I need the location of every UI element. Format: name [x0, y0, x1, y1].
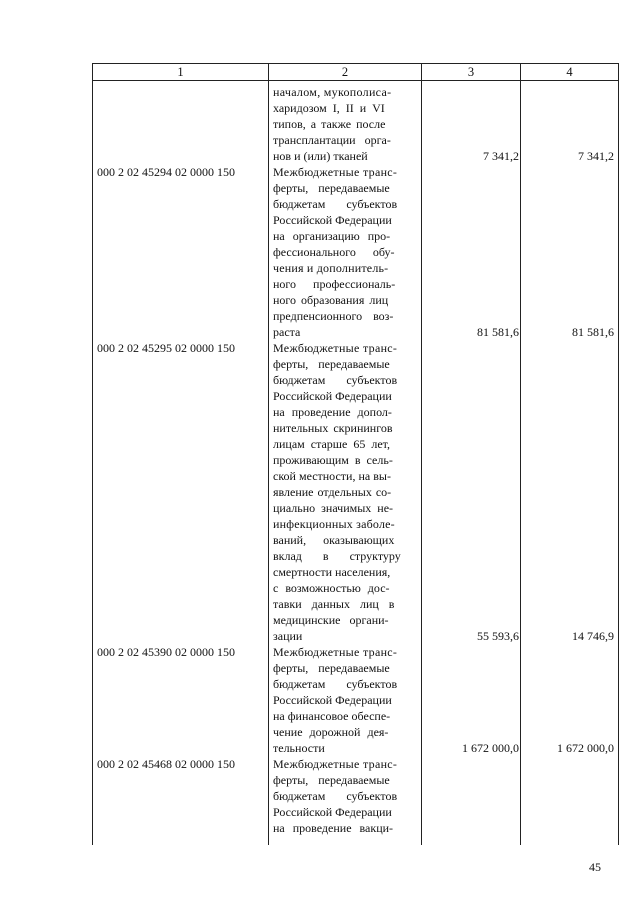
row-2-desc-line: с возможностью дос-: [273, 581, 390, 595]
row-2-desc-line: Российской Федерации: [273, 389, 392, 403]
row-2-value-col4: 14 746,9: [572, 629, 614, 643]
row-0-desc-line: нов и (или) тканей: [273, 149, 368, 163]
col-border-left: [92, 63, 93, 845]
header-bottom-border: [92, 80, 619, 81]
row-2-desc-line: лицам старше 65 лет,: [273, 437, 391, 451]
row-2-desc-line: Межбюджетные транс-: [273, 341, 398, 355]
col-border-1-2: [268, 63, 269, 845]
row-4-desc-line: на проведение вакци-: [273, 821, 394, 835]
row-1-desc-line: раста: [273, 325, 301, 339]
row-2-desc-line: смертности населения,: [273, 565, 391, 579]
row-2-value-col3: 55 593,6: [477, 629, 519, 643]
row-0-value-col4: 7 341,2: [578, 149, 614, 163]
row-1-desc-line: Межбюджетные транс-: [273, 165, 398, 179]
row-3-desc-line: Межбюджетные транс-: [273, 645, 398, 659]
row-2-desc-line: инфекционных заболе-: [273, 517, 395, 531]
column-header-4: 4: [566, 65, 573, 79]
row-1-value-col4: 81 581,6: [572, 325, 614, 339]
row-2-desc-line: ской местности, на вы-: [273, 469, 391, 483]
row-0-desc-line: харидозом I, II и VI: [273, 101, 385, 115]
column-header-1: 1: [177, 65, 184, 79]
row-0-desc-line: типов, а также после: [273, 117, 386, 131]
row-3-desc-line: на финансовое обеспе-: [273, 709, 391, 723]
row-2-desc-line: бюджетам субъектов: [273, 373, 398, 387]
row-1-desc-line: на организацию про-: [273, 229, 391, 243]
row-4-desc-line: бюджетам субъектов: [273, 789, 398, 803]
row-0-desc-line: трансплантации орга-: [273, 133, 391, 147]
row-2-desc-line: медицинские органи-: [273, 613, 389, 627]
col-border-2-3: [421, 63, 422, 845]
row-3-desc-line: ферты, передаваемые: [273, 661, 390, 675]
row-0-value-col3: 7 341,2: [483, 149, 519, 163]
row-2-desc-line: зации: [273, 629, 303, 643]
column-header-3: 3: [467, 65, 475, 79]
row-1-desc-line: бюджетам субъектов: [273, 197, 398, 211]
row-3-value-col4: 1 672 000,0: [557, 741, 614, 755]
row-4-desc-line: Межбюджетные транс-: [273, 757, 398, 771]
row-1-desc-line: чения и дополнитель-: [273, 261, 389, 275]
col-border-3-4: [520, 63, 521, 845]
row-1-desc-line: ного профессиональ-: [273, 277, 396, 291]
row-2-desc-line: циально значимых не-: [273, 501, 394, 515]
row-3-desc-line: Российской Федерации: [273, 693, 392, 707]
row-0-desc-line: началом, мукополиса-: [273, 85, 392, 99]
row-1-code: 000 2 02 45294 02 0000 150: [97, 165, 235, 179]
row-2-desc-line: вклад в структуру: [273, 549, 401, 563]
row-4-desc-line: ферты, передаваемые: [273, 773, 390, 787]
row-2-desc-line: нительных скринингов: [273, 421, 393, 435]
row-1-desc-line: предпенсионного воз-: [273, 309, 394, 323]
row-1-desc-line: Российской Федерации: [273, 213, 392, 227]
row-2-desc-line: тавки данных лиц в: [273, 597, 395, 611]
row-4-desc-line: Российской Федерации: [273, 805, 392, 819]
row-1-desc-line: фессионального обу-: [273, 245, 395, 259]
row-2-desc-line: проживающим в сель-: [273, 453, 393, 467]
row-2-desc-line: на проведение допол-: [273, 405, 392, 419]
row-3-desc-line: чение дорожной дея-: [273, 725, 389, 739]
col-border-right: [618, 63, 619, 845]
row-2-desc-line: явление отдельных со-: [273, 485, 392, 499]
row-3-value-col3: 1 672 000,0: [462, 741, 519, 755]
row-2-desc-line: ваний, оказывающих: [273, 533, 395, 547]
row-3-desc-line: бюджетам субъектов: [273, 677, 398, 691]
page-number: 45: [589, 860, 601, 874]
row-3-desc-line: тельности: [273, 741, 325, 755]
row-2-desc-line: ферты, передаваемые: [273, 357, 390, 371]
row-4-code: 000 2 02 45468 02 0000 150: [97, 757, 235, 771]
row-1-desc-line: ферты, передаваемые: [273, 181, 390, 195]
row-3-code: 000 2 02 45390 02 0000 150: [97, 645, 235, 659]
row-2-code: 000 2 02 45295 02 0000 150: [97, 341, 235, 355]
row-1-desc-line: ного образования лиц: [273, 293, 389, 307]
column-header-2: 2: [341, 65, 349, 79]
row-1-value-col3: 81 581,6: [477, 325, 519, 339]
